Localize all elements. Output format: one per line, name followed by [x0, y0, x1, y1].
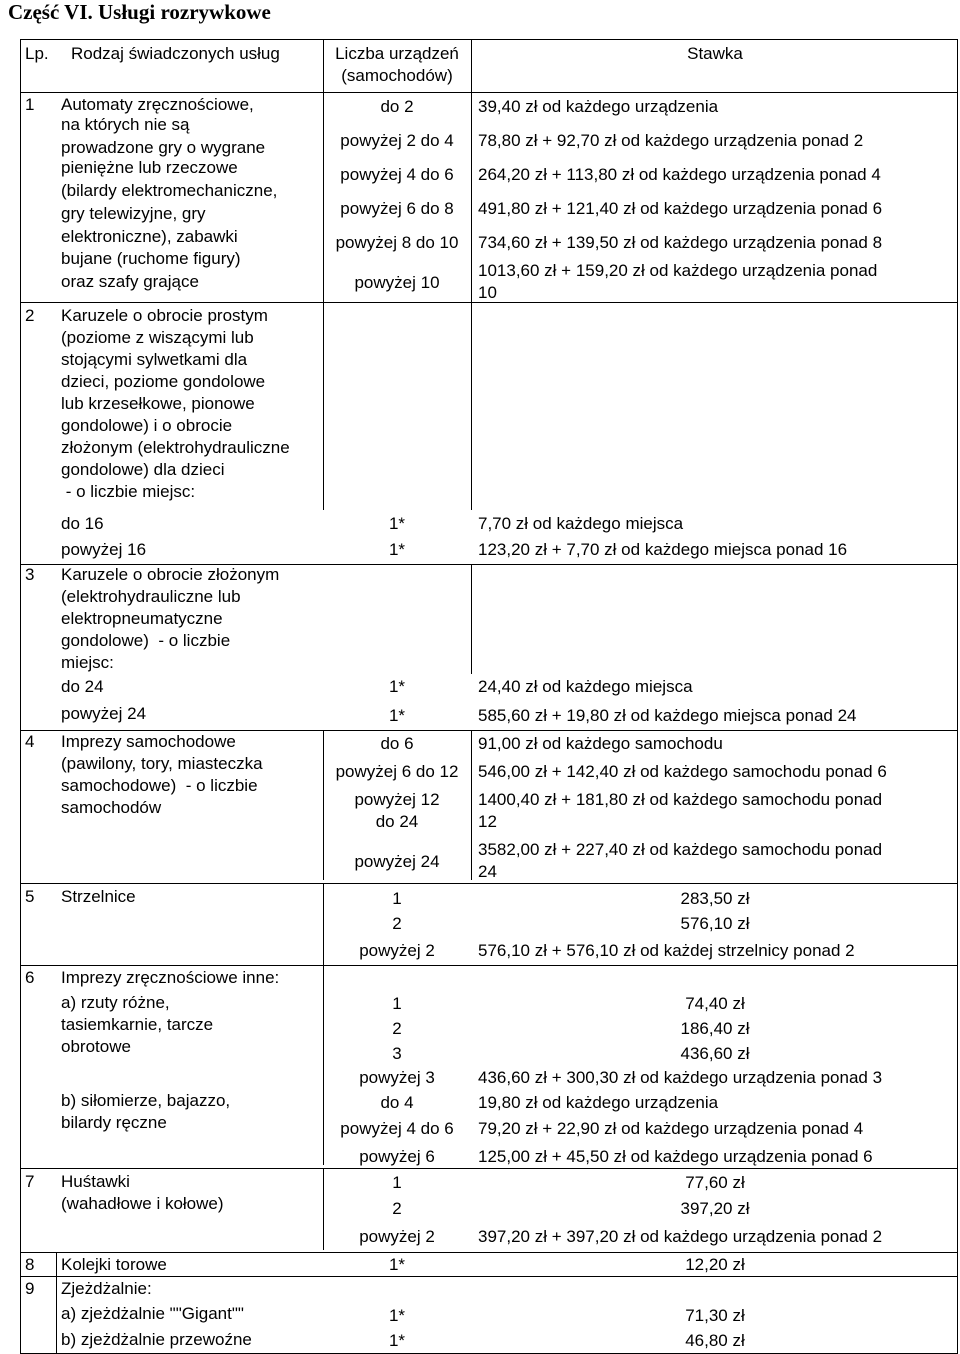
desc-line: na których nie są [61, 115, 190, 134]
row6-rate: 125,00 zł + 45,50 zł od każdego urządzenia ponad 6 [478, 1147, 873, 1166]
desc-line: obrotowe [61, 1037, 131, 1056]
header-bottom-border [20, 92, 958, 93]
row6-lp: 6 [25, 968, 35, 987]
row7-count: 1 [392, 1173, 402, 1192]
desc-line: stojącymi sylwetkami dla [61, 350, 248, 369]
col-divider-r3 [471, 564, 472, 674]
desc-line: złożonym (elektrohydrauliczne [61, 438, 290, 457]
row2-count: 1* [388, 540, 406, 559]
row5-rate: 283,50 zł [680, 889, 750, 908]
header-divider-2 [471, 39, 472, 92]
desc-line: gondolowe) - o liczbie [61, 631, 231, 650]
row3-count: 1* [388, 706, 406, 725]
col-divider-count [471, 92, 472, 510]
row1-rate: 1013,60 zł + 159,20 zł od każdego urządzenia ponad [478, 261, 878, 280]
row1-count: powyżej 6 do 8 [340, 199, 454, 218]
header-rate: Stawka [687, 44, 743, 63]
row4-count: powyżej 6 do 12 [335, 762, 459, 781]
col-divider-r4a [323, 730, 324, 880]
row1-rate: 734,60 zł + 139,50 zł od każdego urządzenia ponad 8 [478, 233, 883, 252]
row6-rate: 79,20 zł + 22,90 zł od każdego urządzenia ponad 4 [478, 1119, 864, 1138]
row7-lp: 7 [25, 1172, 35, 1191]
row6-count: 1 [392, 994, 402, 1013]
desc-line: dzieci, poziome gondolowe [61, 372, 266, 391]
row3-seats: do 24 [61, 677, 104, 696]
row1-count: do 2 [380, 97, 414, 116]
row6-desc: Imprezy zręcznościowe inne: [61, 968, 280, 987]
row4-rate: 24 [478, 862, 497, 881]
row-divider-4-5 [20, 883, 958, 884]
col-divider-lp-bottom [56, 1252, 57, 1354]
header-count: Liczba urządzeń [335, 44, 459, 63]
row6-count: 2 [392, 1019, 402, 1038]
desc-line: (bilardy elektromechaniczne, [61, 181, 278, 200]
row3-rate: 585,60 zł + 19,80 zł od każdego miejsca ponad 24 [478, 706, 857, 725]
row9-sub-desc: a) zjeżdżalnie ""Gigant"" [61, 1304, 244, 1323]
header-count-sub: (samochodów) [341, 66, 453, 85]
desc-line: samochodowe) - o liczbie [61, 776, 258, 795]
row7-rate: 397,20 zł [680, 1199, 750, 1218]
desc-line: Automaty zręcznościowe, [61, 95, 254, 114]
desc-line: gondolowe) i o obrocie [61, 416, 233, 435]
desc-line: gry telewizyjne, gry [61, 204, 206, 223]
row9-count: 1* [388, 1331, 406, 1350]
row4-count: do 24 [375, 812, 419, 831]
col-divider-r6 [323, 965, 324, 1165]
desc-line: (wahadłowe i kołowe) [61, 1194, 224, 1213]
desc-line: Imprezy samochodowe [61, 732, 236, 751]
row4-rate: 3582,00 zł + 227,40 zł od każdego samochodu ponad [478, 840, 883, 859]
row9-desc: Zjeżdżalnie: [61, 1279, 152, 1298]
row8-rate: 12,20 zł [685, 1255, 745, 1274]
row3-seats: powyżej 24 [61, 704, 147, 723]
desc-line: Huśtawki [61, 1172, 130, 1191]
desc-line: prowadzone gry o wygrane [61, 138, 266, 157]
row9-lp: 9 [25, 1279, 35, 1298]
row5-desc: Strzelnice [61, 887, 136, 906]
col-divider-r7 [323, 1168, 324, 1250]
row4-rate: 546,00 zł + 142,40 zł od każdego samochodu ponad 6 [478, 762, 887, 781]
row1-rate: 491,80 zł + 121,40 zł od każdego urządzenia ponad 6 [478, 199, 883, 218]
row-divider-5-6 [20, 965, 958, 966]
desc-line: Karuzele o obrocie prostym [61, 306, 268, 325]
row-divider-7-8 [20, 1252, 958, 1253]
row3-rate: 24,40 zł od każdego miejsca [478, 677, 693, 696]
row4-lp: 4 [25, 732, 35, 751]
col-divider-r5 [323, 883, 324, 965]
desc-line: Karuzele o obrocie złożonym [61, 565, 280, 584]
row2-seats: do 16 [61, 514, 104, 533]
row6-count: powyżej 4 do 6 [340, 1119, 454, 1138]
row4-count: powyżej 12 [354, 790, 440, 809]
row6-count: 3 [392, 1044, 402, 1063]
col-divider-services [323, 92, 324, 510]
desc-line: (pawilony, tory, miasteczka [61, 754, 263, 773]
row2-lp: 2 [25, 306, 35, 325]
desc-line: (elektrohydrauliczne lub [61, 587, 241, 606]
row2-rate: 7,70 zł od każdego miejsca [478, 514, 684, 533]
row7-rate: 77,60 zł [685, 1173, 745, 1192]
row4-count: do 6 [380, 734, 414, 753]
row8-desc: Kolejki torowe [61, 1255, 167, 1274]
row2-count: 1* [388, 514, 406, 533]
page-title: Część VI. Usługi rozrywkowe [8, 0, 271, 24]
row4-rate: 91,00 zł od każdego samochodu [478, 734, 723, 753]
row1-rate: 264,20 zł + 113,80 zł od każdego urządzenia ponad 4 [478, 165, 881, 184]
row1-rate: 10 [478, 283, 497, 302]
desc-line: elektropneumatyczne [61, 609, 223, 628]
row1-lp: 1 [25, 95, 35, 114]
row5-count: 1 [392, 889, 402, 908]
desc-line: pieniężne lub rzeczowe [61, 158, 238, 177]
desc-line: elektroniczne), zabawki [61, 227, 238, 246]
row8-lp: 8 [25, 1255, 35, 1274]
row4-rate: 12 [478, 812, 497, 831]
row1-rate: 78,80 zł + 92,70 zł od każdego urządzenia ponad 2 [478, 131, 864, 150]
row5-count: 2 [392, 914, 402, 933]
col-divider-r4b [471, 730, 472, 880]
row9-count: 1* [388, 1306, 406, 1325]
table-left-border [20, 39, 21, 1354]
row1-count: powyżej 10 [354, 273, 440, 292]
desc-line: tasiemkarnie, tarcze [61, 1015, 214, 1034]
row5-rate: 576,10 zł [680, 914, 750, 933]
row6-count: powyżej 3 [359, 1068, 435, 1087]
row6-rate: 186,40 zł [680, 1019, 750, 1038]
row6-count: powyżej 6 [359, 1147, 435, 1166]
desc-line: bilardy ręczne [61, 1113, 167, 1132]
desc-line: (poziome z wiszącymi lub [61, 328, 254, 347]
header-service: Rodzaj świadczonych usług [71, 44, 280, 63]
row7-count: powyżej 2 [359, 1227, 435, 1246]
header-divider-1 [323, 39, 324, 92]
row2-rate: 123,20 zł + 7,70 zł od każdego miejsca ponad 16 [478, 540, 848, 559]
row1-count: powyżej 4 do 6 [340, 165, 454, 184]
desc-line: - o liczbie miejsc: [61, 482, 196, 501]
table-right-border [957, 39, 958, 1354]
row3-count: 1* [388, 677, 406, 696]
row6-rate: 436,60 zł + 300,30 zł od każdego urządzenia ponad 3 [478, 1068, 883, 1087]
row1-count: powyżej 8 do 10 [335, 233, 459, 252]
row5-rate: 576,10 zł + 576,10 zł od każdej strzelnicy ponad 2 [478, 941, 855, 960]
row-divider-8-9 [20, 1276, 958, 1277]
row6-rate: 19,80 zł od każdego urządzenia [478, 1093, 719, 1112]
desc-line: bujane (ruchome figury) [61, 249, 241, 268]
row7-rate: 397,20 zł + 397,20 zł od każdego urządzenia ponad 2 [478, 1227, 883, 1246]
row2-seats: powyżej 16 [61, 540, 147, 559]
row9-sub-desc: b) zjeżdżalnie przewoźne [61, 1330, 252, 1349]
desc-line: samochodów [61, 798, 162, 817]
row6-rate: 74,40 zł [685, 994, 745, 1013]
header-lp: Lp. [25, 44, 49, 63]
table-top-border [20, 39, 958, 40]
row4-rate: 1400,40 zł + 181,80 zł od każdego samochodu ponad [478, 790, 883, 809]
row3-lp: 3 [25, 565, 35, 584]
row1-rate: 39,40 zł od każdego urządzenia [478, 97, 719, 116]
row5-count: powyżej 2 [359, 941, 435, 960]
row5-lp: 5 [25, 887, 35, 906]
row9-rate: 71,30 zł [685, 1306, 745, 1325]
row9-rate: 46,80 zł [685, 1331, 745, 1350]
desc-line: gondolowe) dla dzieci [61, 460, 225, 479]
row7-count: 2 [392, 1199, 402, 1218]
row6-rate: 436,60 zł [680, 1044, 750, 1063]
desc-line: miejsc: [61, 653, 114, 672]
row4-count: powyżej 24 [354, 852, 440, 871]
desc-line: lub krzesełkowe, pionowe [61, 394, 255, 413]
desc-line: b) siłomierze, bajazzo, [61, 1091, 231, 1110]
row8-count: 1* [388, 1255, 406, 1274]
row6-count: do 4 [380, 1093, 414, 1112]
row-divider-6-7 [20, 1168, 958, 1169]
desc-line: a) rzuty różne, [61, 993, 170, 1012]
desc-line: oraz szafy grające [61, 272, 199, 291]
row1-count: powyżej 2 do 4 [340, 131, 454, 150]
